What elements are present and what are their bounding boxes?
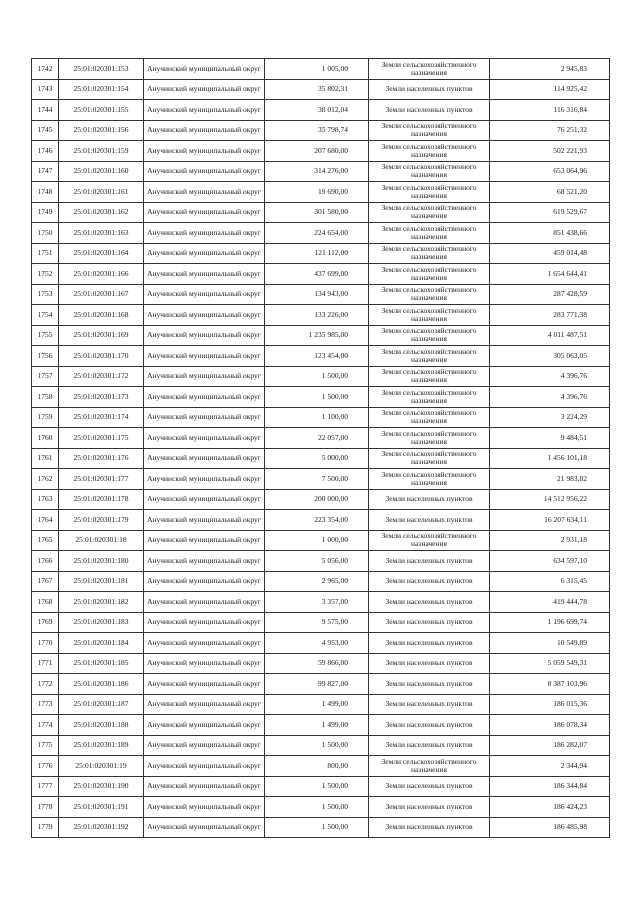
cadastral-number-cell: 25:01:020301:189	[59, 735, 144, 756]
cadastral-number-cell: 25:01:020301:181	[59, 571, 144, 592]
table-row	[32, 141, 610, 162]
row-number-cell: 1755	[32, 325, 59, 346]
cadastral-value-cell: 419 444,78	[490, 592, 610, 613]
table-row	[32, 202, 610, 223]
cadastral-number-cell: 25:01:020301:175	[59, 428, 144, 449]
land-category-cell: Земли населенных пунктов	[369, 612, 490, 633]
location-cell: Анучинский муниципальный округ	[144, 571, 265, 592]
location-cell: Анучинский муниципальный округ	[144, 202, 265, 223]
row-number-cell: 1758	[32, 387, 59, 408]
row-number-cell: 1749	[32, 202, 59, 223]
area-cell: 207 680,00	[265, 141, 369, 162]
cadastral-value-cell: 16 207 634,11	[490, 510, 610, 531]
land-category-cell: Земли населенных пунктов	[369, 715, 490, 736]
cadastral-number-cell: 25:01:020301:192	[59, 817, 144, 838]
area-cell: 7 500,00	[265, 469, 369, 490]
location-cell: Анучинский муниципальный округ	[144, 325, 265, 346]
location-cell: Анучинский муниципальный округ	[144, 182, 265, 203]
area-cell: 1 499,00	[265, 694, 369, 715]
cadastral-value-cell: 116 316,84	[490, 100, 610, 121]
cadastral-value-cell: 186 485,98	[490, 817, 610, 838]
area-cell: 314 276,00	[265, 161, 369, 182]
table-row	[32, 674, 610, 695]
area-cell: 9 575,00	[265, 612, 369, 633]
cadastral-number-cell: 25:01:020301:168	[59, 305, 144, 326]
cadastral-value-cell: 5 059 549,31	[490, 653, 610, 674]
location-cell: Анучинский муниципальный округ	[144, 510, 265, 531]
cadastral-number-cell: 25:01:020301:156	[59, 120, 144, 141]
location-cell: Анучинский муниципальный округ	[144, 141, 265, 162]
row-number-cell: 1756	[32, 346, 59, 367]
table-row	[32, 243, 610, 264]
land-category-cell: Земли населенных пунктов	[369, 79, 490, 100]
cadastral-number-cell: 25:01:020301:159	[59, 141, 144, 162]
table-row	[32, 776, 610, 797]
location-cell: Анучинский муниципальный округ	[144, 79, 265, 100]
cadastral-number-cell: 25:01:020301:180	[59, 551, 144, 572]
table-row	[32, 448, 610, 469]
land-category-cell: Земли сельскохозяйственного назначения	[369, 428, 490, 449]
row-number-cell: 1742	[32, 59, 59, 80]
row-number-cell: 1747	[32, 161, 59, 182]
table-row	[32, 182, 610, 203]
land-category-cell: Земли сельскохозяйственного назначения	[369, 387, 490, 408]
row-number-cell: 1753	[32, 284, 59, 305]
area-cell: 35 798,74	[265, 120, 369, 141]
table-row	[32, 223, 610, 244]
row-number-cell: 1770	[32, 633, 59, 654]
table-row	[32, 407, 610, 428]
land-category-cell: Земли населенных пунктов	[369, 100, 490, 121]
land-category-cell: Земли сельскохозяйственного назначения	[369, 284, 490, 305]
cadastral-number-cell: 25:01:020301:169	[59, 325, 144, 346]
row-number-cell: 1762	[32, 469, 59, 490]
area-cell: 4 953,00	[265, 633, 369, 654]
area-cell: 200 000,00	[265, 489, 369, 510]
land-category-cell: Земли сельскохозяйственного назначения	[369, 120, 490, 141]
table-row	[32, 264, 610, 285]
cadastral-value-cell: 502 221,93	[490, 141, 610, 162]
area-cell: 1 499,00	[265, 715, 369, 736]
cadastral-value-cell: 6 315,45	[490, 571, 610, 592]
row-number-cell: 1766	[32, 551, 59, 572]
area-cell: 1 100,00	[265, 407, 369, 428]
land-category-cell: Земли сельскохозяйственного назначения	[369, 305, 490, 326]
cadastral-number-cell: 25:01:020301:162	[59, 202, 144, 223]
location-cell: Анучинский муниципальный округ	[144, 551, 265, 572]
row-number-cell: 1744	[32, 100, 59, 121]
location-cell: Анучинский муниципальный округ	[144, 735, 265, 756]
table-row	[32, 571, 610, 592]
land-category-cell: Земли сельскохозяйственного назначения	[369, 223, 490, 244]
cadastral-value-cell: 186 078,34	[490, 715, 610, 736]
land-category-cell: Земли населенных пунктов	[369, 817, 490, 838]
cadastral-value-cell: 1 654 644,41	[490, 264, 610, 285]
location-cell: Анучинский муниципальный округ	[144, 756, 265, 777]
row-number-cell: 1765	[32, 530, 59, 551]
cadastral-number-cell: 25:01:020301:174	[59, 407, 144, 428]
cadastral-value-cell: 3 224,29	[490, 407, 610, 428]
table-row	[32, 612, 610, 633]
table-row	[32, 694, 610, 715]
land-category-cell: Земли сельскохозяйственного назначения	[369, 530, 490, 551]
area-cell: 3 357,00	[265, 592, 369, 613]
location-cell: Анучинский муниципальный округ	[144, 817, 265, 838]
cadastral-value-cell: 4 396,76	[490, 366, 610, 387]
row-number-cell: 1763	[32, 489, 59, 510]
cadastral-number-cell: 25:01:020301:186	[59, 674, 144, 695]
location-cell: Анучинский муниципальный округ	[144, 489, 265, 510]
row-number-cell: 1768	[32, 592, 59, 613]
area-cell: 99 827,00	[265, 674, 369, 695]
cadastral-number-cell: 25:01:020301:18	[59, 530, 144, 551]
cadastral-number-cell: 25:01:020301:191	[59, 797, 144, 818]
table-body	[32, 59, 610, 838]
table-row	[32, 633, 610, 654]
table-row	[32, 715, 610, 736]
row-number-cell: 1760	[32, 428, 59, 449]
location-cell: Анучинский муниципальный округ	[144, 592, 265, 613]
land-category-cell: Земли населенных пунктов	[369, 592, 490, 613]
table-row	[32, 305, 610, 326]
cadastral-number-cell: 25:01:020301:188	[59, 715, 144, 736]
location-cell: Анучинский муниципальный округ	[144, 469, 265, 490]
row-number-cell: 1761	[32, 448, 59, 469]
cadastral-number-cell: 25:01:020301:178	[59, 489, 144, 510]
cadastral-value-cell: 4 396,76	[490, 387, 610, 408]
row-number-cell: 1764	[32, 510, 59, 531]
location-cell: Анучинский муниципальный округ	[144, 407, 265, 428]
area-cell: 1 005,00	[265, 59, 369, 80]
row-number-cell: 1759	[32, 407, 59, 428]
cadastral-number-cell: 25:01:020301:170	[59, 346, 144, 367]
row-number-cell: 1750	[32, 223, 59, 244]
cadastral-number-cell: 25:01:020301:187	[59, 694, 144, 715]
cadastral-value-cell: 619 529,67	[490, 202, 610, 223]
cadastral-value-cell: 634 597,10	[490, 551, 610, 572]
row-number-cell: 1743	[32, 79, 59, 100]
land-category-cell: Земли сельскохозяйственного назначения	[369, 346, 490, 367]
location-cell: Анучинский муниципальный округ	[144, 264, 265, 285]
row-number-cell: 1757	[32, 366, 59, 387]
land-category-cell: Земли населенных пунктов	[369, 735, 490, 756]
area-cell: 1 500,00	[265, 735, 369, 756]
location-cell: Анучинский муниципальный округ	[144, 797, 265, 818]
cadastral-value-cell: 76 251,32	[490, 120, 610, 141]
location-cell: Анучинский муниципальный округ	[144, 161, 265, 182]
cadastral-value-cell: 10 549,89	[490, 633, 610, 654]
area-cell: 2 965,00	[265, 571, 369, 592]
land-category-cell: Земли сельскохозяйственного назначения	[369, 366, 490, 387]
cadastral-number-cell: 25:01:020301:166	[59, 264, 144, 285]
land-category-cell: Земли сельскохозяйственного назначения	[369, 756, 490, 777]
cadastral-number-cell: 25:01:020301:177	[59, 469, 144, 490]
table-row	[32, 346, 610, 367]
cadastral-value-cell: 2 931,18	[490, 530, 610, 551]
row-number-cell: 1752	[32, 264, 59, 285]
row-number-cell: 1754	[32, 305, 59, 326]
table-row	[32, 100, 610, 121]
area-cell: 133 226,00	[265, 305, 369, 326]
location-cell: Анучинский муниципальный округ	[144, 653, 265, 674]
cadastral-number-cell: 25:01:020301:161	[59, 182, 144, 203]
row-number-cell: 1751	[32, 243, 59, 264]
land-category-cell: Земли сельскохозяйственного назначения	[369, 141, 490, 162]
land-category-cell: Земли сельскохозяйственного назначения	[369, 202, 490, 223]
area-cell: 35 802,31	[265, 79, 369, 100]
table-row	[32, 428, 610, 449]
cadastral-value-cell: 186 344,84	[490, 776, 610, 797]
area-cell: 123 454,00	[265, 346, 369, 367]
location-cell: Анучинский муниципальный округ	[144, 694, 265, 715]
cadastral-number-cell: 25:01:020301:176	[59, 448, 144, 469]
area-cell: 1 000,00	[265, 530, 369, 551]
table-row	[32, 387, 610, 408]
land-category-cell: Земли населенных пунктов	[369, 571, 490, 592]
land-category-cell: Земли сельскохозяйственного назначения	[369, 161, 490, 182]
cadastral-value-cell: 283 771,38	[490, 305, 610, 326]
cadastral-number-cell: 25:01:020301:164	[59, 243, 144, 264]
land-category-cell: Земли населенных пунктов	[369, 776, 490, 797]
area-cell: 22 057,00	[265, 428, 369, 449]
area-cell: 223 354,00	[265, 510, 369, 531]
area-cell: 5 000,00	[265, 448, 369, 469]
location-cell: Анучинский муниципальный округ	[144, 387, 265, 408]
cadastral-number-cell: 25:01:020301:185	[59, 653, 144, 674]
table-row	[32, 756, 610, 777]
cadastral-number-cell: 25:01:020301:184	[59, 633, 144, 654]
cadastral-number-cell: 25:01:020301:173	[59, 387, 144, 408]
area-cell: 224 654,00	[265, 223, 369, 244]
cadastral-value-cell: 68 521,20	[490, 182, 610, 203]
location-cell: Анучинский муниципальный округ	[144, 366, 265, 387]
land-parcels-table	[31, 58, 610, 838]
location-cell: Анучинский муниципальный округ	[144, 674, 265, 695]
location-cell: Анучинский муниципальный округ	[144, 120, 265, 141]
cadastral-value-cell: 21 983,82	[490, 469, 610, 490]
table-row	[32, 325, 610, 346]
table-row	[32, 510, 610, 531]
table-row	[32, 551, 610, 572]
land-category-cell: Земли сельскохозяйственного назначения	[369, 182, 490, 203]
area-cell: 1 235 985,00	[265, 325, 369, 346]
table-row	[32, 530, 610, 551]
location-cell: Анучинский муниципальный округ	[144, 633, 265, 654]
cadastral-number-cell: 25:01:020301:155	[59, 100, 144, 121]
cadastral-value-cell: 8 387 103,96	[490, 674, 610, 695]
cadastral-value-cell: 305 063,05	[490, 346, 610, 367]
table-row	[32, 817, 610, 838]
row-number-cell: 1748	[32, 182, 59, 203]
land-category-cell: Земли сельскохозяйственного назначения	[369, 407, 490, 428]
row-number-cell: 1778	[32, 797, 59, 818]
table-row	[32, 797, 610, 818]
table-row	[32, 59, 610, 80]
area-cell: 1 500,00	[265, 797, 369, 818]
cadastral-number-cell: 25:01:020301:179	[59, 510, 144, 531]
land-category-cell: Земли населенных пунктов	[369, 694, 490, 715]
area-cell: 437 699,00	[265, 264, 369, 285]
row-number-cell: 1746	[32, 141, 59, 162]
cadastral-value-cell: 1 456 101,18	[490, 448, 610, 469]
area-cell: 800,00	[265, 756, 369, 777]
cadastral-number-cell: 25:01:020301:167	[59, 284, 144, 305]
cadastral-value-cell: 287 428,59	[490, 284, 610, 305]
area-cell: 38 012,04	[265, 100, 369, 121]
cadastral-value-cell: 186 424,23	[490, 797, 610, 818]
area-cell: 1 500,00	[265, 776, 369, 797]
cadastral-value-cell: 9 484,51	[490, 428, 610, 449]
table-row	[32, 79, 610, 100]
cadastral-value-cell: 186 282,07	[490, 735, 610, 756]
area-cell: 301 580,00	[265, 202, 369, 223]
cadastral-number-cell: 25:01:020301:153	[59, 59, 144, 80]
table-row	[32, 735, 610, 756]
land-category-cell: Земли сельскохозяйственного назначения	[369, 264, 490, 285]
location-cell: Анучинский муниципальный округ	[144, 100, 265, 121]
table-row	[32, 366, 610, 387]
cadastral-value-cell: 2 344,94	[490, 756, 610, 777]
location-cell: Анучинский муниципальный округ	[144, 305, 265, 326]
land-category-cell: Земли населенных пунктов	[369, 510, 490, 531]
location-cell: Анучинский муниципальный округ	[144, 243, 265, 264]
table-row	[32, 120, 610, 141]
land-category-cell: Земли населенных пунктов	[369, 674, 490, 695]
location-cell: Анучинский муниципальный округ	[144, 59, 265, 80]
cadastral-value-cell: 653 064,96	[490, 161, 610, 182]
cadastral-number-cell: 25:01:020301:163	[59, 223, 144, 244]
cadastral-value-cell: 459 014,48	[490, 243, 610, 264]
cadastral-value-cell: 1 196 699,74	[490, 612, 610, 633]
location-cell: Анучинский муниципальный округ	[144, 776, 265, 797]
cadastral-value-cell: 114 925,42	[490, 79, 610, 100]
cadastral-number-cell: 25:01:020301:154	[59, 79, 144, 100]
cadastral-number-cell: 25:01:020301:190	[59, 776, 144, 797]
row-number-cell: 1776	[32, 756, 59, 777]
cadastral-number-cell: 25:01:020301:182	[59, 592, 144, 613]
row-number-cell: 1745	[32, 120, 59, 141]
location-cell: Анучинский муниципальный округ	[144, 223, 265, 244]
row-number-cell: 1769	[32, 612, 59, 633]
cadastral-value-cell: 2 945,83	[490, 59, 610, 80]
location-cell: Анучинский муниципальный округ	[144, 448, 265, 469]
table-row	[32, 592, 610, 613]
row-number-cell: 1774	[32, 715, 59, 736]
location-cell: Анучинский муниципальный округ	[144, 612, 265, 633]
cadastral-value-cell: 14 512 956,22	[490, 489, 610, 510]
cadastral-number-cell: 25:01:020301:172	[59, 366, 144, 387]
area-cell: 1 500,00	[265, 817, 369, 838]
row-number-cell: 1772	[32, 674, 59, 695]
land-category-cell: Земли населенных пунктов	[369, 551, 490, 572]
row-number-cell: 1771	[32, 653, 59, 674]
land-category-cell: Земли сельскохозяйственного назначения	[369, 469, 490, 490]
table-row	[32, 653, 610, 674]
land-category-cell: Земли сельскохозяйственного назначения	[369, 243, 490, 264]
cadastral-number-cell: 25:01:020301:160	[59, 161, 144, 182]
area-cell: 5 056,00	[265, 551, 369, 572]
cadastral-value-cell: 851 438,66	[490, 223, 610, 244]
row-number-cell: 1773	[32, 694, 59, 715]
land-category-cell: Земли населенных пунктов	[369, 633, 490, 654]
cadastral-number-cell: 25:01:020301:183	[59, 612, 144, 633]
table-row	[32, 469, 610, 490]
area-cell: 19 690,00	[265, 182, 369, 203]
area-cell: 134 943,00	[265, 284, 369, 305]
area-cell: 59 866,00	[265, 653, 369, 674]
table-row	[32, 489, 610, 510]
location-cell: Анучинский муниципальный округ	[144, 284, 265, 305]
land-category-cell: Земли населенных пунктов	[369, 653, 490, 674]
land-category-cell: Земли населенных пунктов	[369, 489, 490, 510]
area-cell: 1 500,00	[265, 366, 369, 387]
row-number-cell: 1775	[32, 735, 59, 756]
cadastral-value-cell: 186 015,36	[490, 694, 610, 715]
land-category-cell: Земли сельскохозяйственного назначения	[369, 325, 490, 346]
table-row	[32, 284, 610, 305]
cadastral-number-cell: 25:01:020301:19	[59, 756, 144, 777]
cadastral-value-cell: 4 011 487,51	[490, 325, 610, 346]
land-category-cell: Земли населенных пунктов	[369, 797, 490, 818]
land-category-cell: Земли сельскохозяйственного назначения	[369, 59, 490, 80]
land-category-cell: Земли сельскохозяйственного назначения	[369, 448, 490, 469]
row-number-cell: 1777	[32, 776, 59, 797]
table-row	[32, 161, 610, 182]
area-cell: 1 500,00	[265, 387, 369, 408]
row-number-cell: 1779	[32, 817, 59, 838]
location-cell: Анучинский муниципальный округ	[144, 346, 265, 367]
location-cell: Анучинский муниципальный округ	[144, 428, 265, 449]
area-cell: 121 112,00	[265, 243, 369, 264]
location-cell: Анучинский муниципальный округ	[144, 715, 265, 736]
location-cell: Анучинский муниципальный округ	[144, 530, 265, 551]
row-number-cell: 1767	[32, 571, 59, 592]
